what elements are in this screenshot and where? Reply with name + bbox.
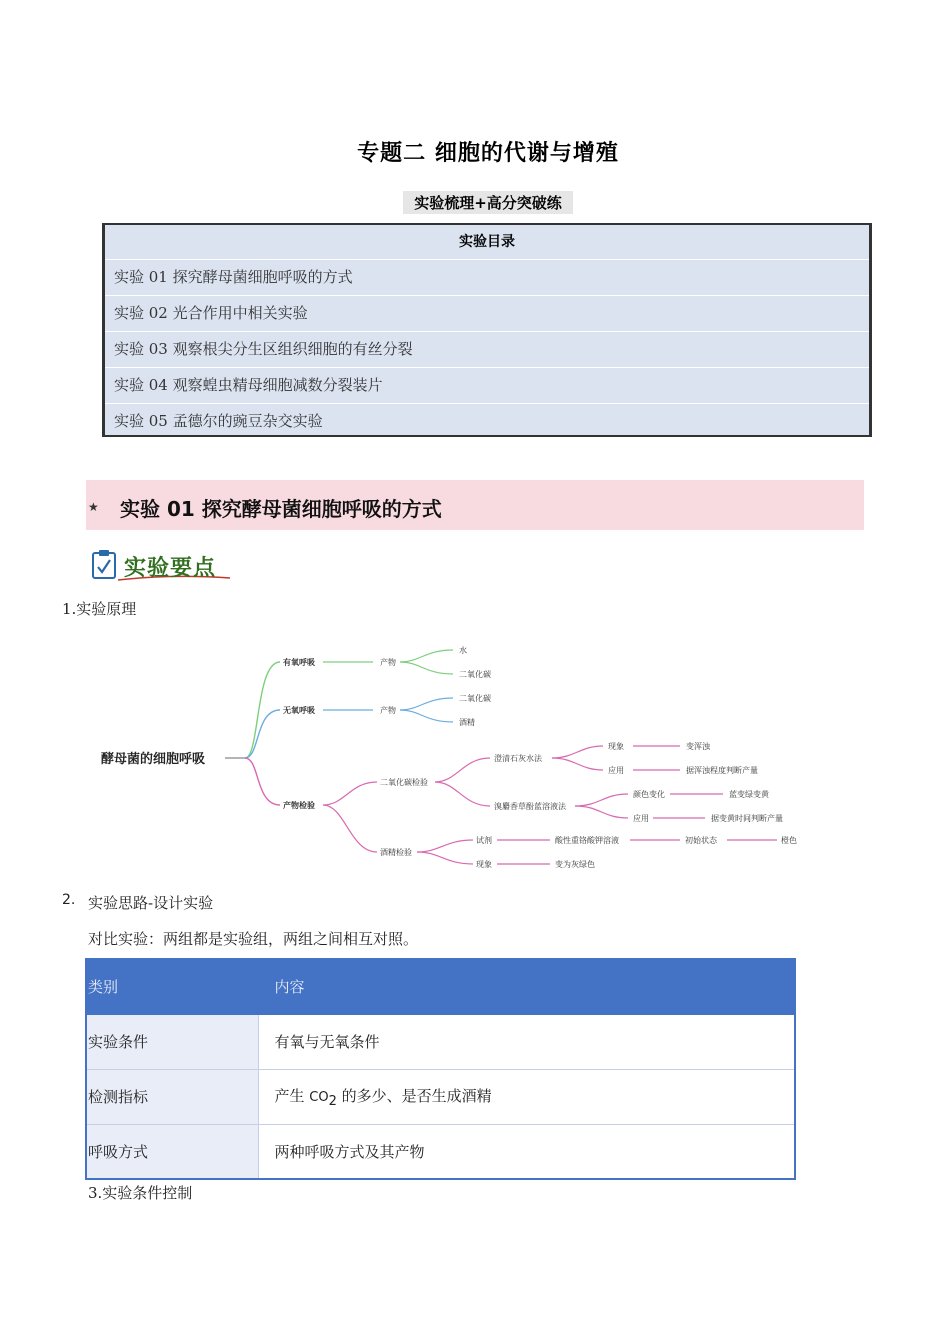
- table-header-category: 类别: [86, 959, 258, 1014]
- table-cell-content: 有氧与无氧条件: [258, 1014, 795, 1069]
- mm-blue-green-yellow: 蓝变绿变黄: [729, 790, 769, 799]
- table-header-row: [86, 959, 795, 1014]
- mm-color-change: 颜色变化: [633, 790, 665, 799]
- mm-co2-detect: 二氧化碳检验: [380, 778, 428, 787]
- mm-limewater: 澄清石灰水法: [494, 754, 542, 763]
- table-row: [86, 1069, 795, 1124]
- page-title: 专题二 细胞的代谢与增殖: [357, 141, 619, 166]
- heading-principle: 1.实验原理: [62, 600, 137, 618]
- mm-aerobic-product: 产物: [380, 658, 396, 667]
- table-header-content: 内容: [258, 959, 795, 1014]
- toc-item-1[interactable]: 实验 01 探究酵母菌细胞呼吸的方式: [105, 259, 869, 295]
- toc-item-5[interactable]: 实验 05 孟德尔的豌豆杂交实验: [105, 403, 869, 439]
- star-icon: ★: [88, 500, 99, 514]
- mm-product-detect: 产物检验: [283, 801, 315, 810]
- section-title: 实验 01 探究酵母菌细胞呼吸的方式: [120, 497, 442, 521]
- table-cell-content: 两种呼吸方式及其产物: [258, 1124, 795, 1179]
- mm-water: 水: [459, 646, 467, 655]
- mm-gray-green: 变为灰绿色: [555, 860, 595, 869]
- mm-branch-detect: [245, 758, 280, 805]
- co2-subscript: 2: [328, 1093, 337, 1109]
- toc-item-4[interactable]: 实验 04 观察蝗虫精母细胞减数分裂装片: [105, 367, 869, 403]
- mm-anaerobic-co2: 二氧化碳: [459, 694, 491, 703]
- badge-label: 实验要点: [124, 555, 217, 581]
- mm-anaerobic: 无氧呼吸: [283, 706, 315, 715]
- mm-lime-phenomenon: 现象: [608, 742, 624, 751]
- mm-yellow-time: 据变黄时间判断产量: [711, 814, 783, 823]
- mm-turbid: 变浑浊: [686, 742, 710, 751]
- table-of-contents: [102, 223, 872, 437]
- mm-alcohol-phenomenon: 现象: [476, 860, 492, 869]
- mm-anaerobic-product: 产物: [380, 706, 396, 715]
- mm-reagent: 试剂: [476, 836, 492, 845]
- heading-design-number: 2.: [62, 892, 76, 908]
- table-row: [86, 1014, 795, 1069]
- mm-initial: 初始状态: [685, 836, 717, 845]
- mm-alcohol: 酒精: [459, 718, 475, 727]
- contrast-note: 对比实验：两组都是实验组，两组之间相互对照。: [88, 930, 419, 948]
- table-cell-category: 检测指标: [86, 1069, 258, 1124]
- content-suffix: 的多少、是否生成酒精: [336, 1086, 492, 1105]
- mm-branch-anaerobic: [245, 710, 280, 758]
- mm-root: 酵母菌的细胞呼吸: [101, 752, 206, 767]
- toc-item-2[interactable]: 实验 02 光合作用中相关实验: [105, 295, 869, 331]
- heading-design: 实验思路-设计实验: [88, 894, 214, 912]
- page-subtitle: 实验梳理+高分突破练: [403, 191, 573, 214]
- table-cell-content: [258, 1069, 795, 1124]
- mm-dichromate: 酸性重铬酸钾溶液: [555, 836, 619, 845]
- mm-branch-aerobic: [245, 662, 280, 758]
- table-cell-category: 实验条件: [86, 1014, 258, 1069]
- mm-btb-application: 应用: [633, 814, 649, 823]
- mm-aerobic: 有氧呼吸: [283, 658, 315, 667]
- mm-turbid-judge: 据浑浊程度判断产量: [686, 766, 758, 775]
- mm-lime-application: 应用: [608, 766, 624, 775]
- heading-conditions: 3.实验条件控制: [88, 1184, 193, 1202]
- mm-aerobic-co2: 二氧化碳: [459, 670, 491, 679]
- content-prefix: 产生: [274, 1086, 310, 1105]
- table-row: [86, 1124, 795, 1179]
- toc-item-3[interactable]: 实验 03 观察根尖分生区组织细胞的有丝分裂: [105, 331, 869, 367]
- mm-btb: 溴麝香草酚蓝溶液法: [494, 802, 566, 811]
- respiration-mindmap: [95, 640, 815, 875]
- mm-alcohol-detect: 酒精检验: [380, 848, 412, 857]
- table-cell-category: 呼吸方式: [86, 1124, 258, 1179]
- design-table: [85, 958, 796, 1180]
- co2-formula: CO: [309, 1089, 329, 1105]
- mm-orange: 橙色: [781, 836, 797, 845]
- toc-heading: 实验目录: [459, 234, 515, 250]
